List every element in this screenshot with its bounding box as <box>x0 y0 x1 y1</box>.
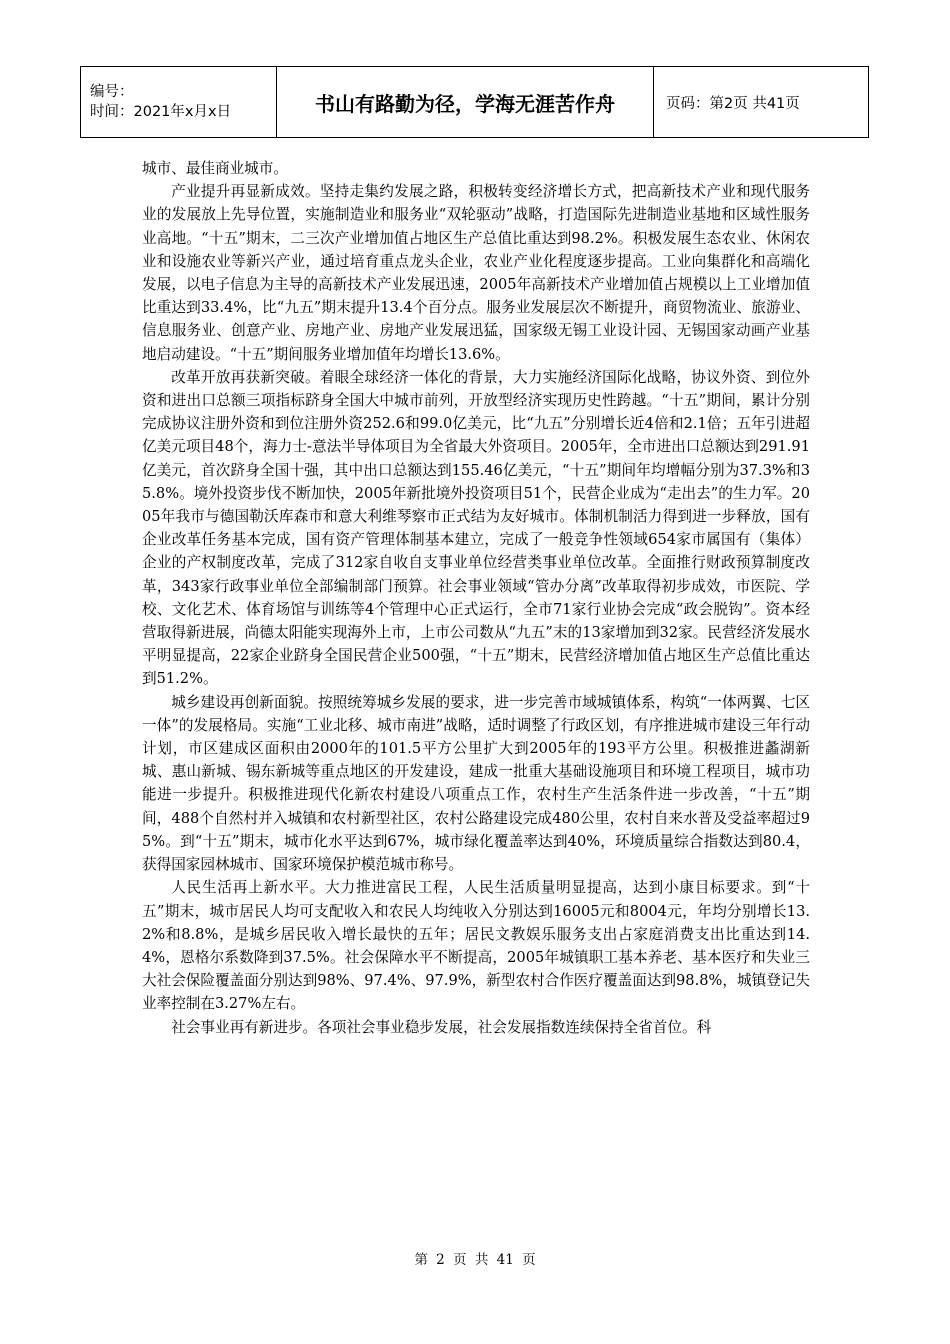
paragraph-living-standard: 人民生活再上新水平。大力推进富民工程，人民生活质量明显提高，达到小康目标要求。到“十五”期末，城市居民人均可支配收入和农民人均纯收入分别达到16005元和8004元，年均分别增长13.2%和8.8%，是城乡居民收入增长最快的五年；居民文教娱乐服务支出占家庭消费支出比重达到14.4%，恩格尔系数降到37.5%。社会保障水平不断提高，2005年城镇职工基本养老、基本医疗和失业三大社会保险覆盖面分别达到98%、97.4%、97.9%，新型农村合作医疗覆盖面达到98.8%，城镇登记失业率控制在3.27%左右。 <box>142 879 810 1013</box>
paragraph-industry: 产业提升再显新成效。坚持走集约发展之路，积极转变经济增长方式，把高新技术产业和现代服务业的发展放上先导位置，实施制造业和服务业“双轮驱动”战略，打造国际先进制造业基地和区域性服务业高地。“十五”期末，二三次产业增加值占地区生产总值比重达到98.2%。积极发展生态农业、休闲农业和设施农业等新兴产业，通过培育重点龙头企业，农业产业化程度逐步提高。工业向集群化和高端化发展，以电子信息为主导的高新技术产业发展迅速，2005年高新技术产业增加值占规模以上工业增加值比重达到33.4%，比“九五”期末提升13.4个百分点。服务业发展层次不断提升，商贸物流业、旅游业、信息服务业、创意产业、房地产业、房地产业发展迅猛，国家级无锡工业设计园、无锡国家动画产业基地启动建设。“十五”期间服务业增加值年均增长13.6%。 <box>142 183 810 363</box>
document-number-label: 编号： <box>90 84 134 100</box>
document-header <box>80 66 869 138</box>
paragraph-continuation: 城市、最佳商业城市。 <box>142 160 288 177</box>
paragraph-reform: 改革开放再获新突破。着眼全球经济一体化的背景，大力实施经济国际化战略，协议外资、到位外资和进出口总额三项指标跻身全国大中城市前列，开放型经济实现历史性跨越。“十五”期间，累计分别完成协议注册外资和到位注册外资252.6和99.0亿美元，比“九五”分别增长近4倍和2.1倍；五年引进超亿美元项目48个，海力士-意法半导体项目为全省最大外资项目。2005年，全市进出口总额达到291.91亿美元，首次跻身全国十强，其中出口总额达到155.46亿美元，“十五”期间年均增幅分别为37.3%和35.8%。境外投资步伐不断加快，2005年新批境外投资项目51个，民营企业成为“走出去”的生力军。2005年我市与德国勒沃库森市和意大利维琴察市正式结为友好城市。体制机制活力得到进一步释放，国有企业改革任务基本完成，国有资产管理体制基本建立，完成了一般竞争性领域654家市属国有（集体）企业的产权制度改革，完成了312家自收自支事业单位经营类事业单位改革。全面推行财政预算制度改革，343家行政事业单位全部编制部门预算。社会事业领域“管办分离”改革取得初步成效，市医院、学校、文化艺术、体育场馆与训练等4个管理中心正式运行，全市71家行业协会完成“政会脱钩”。资本经营取得新进展，尚德太阳能实现海外上市，上市公司数从“九五”末的13家增加到32家。民营经济发展水平明显提高，22家企业跻身全国民营企业500强，“十五”期末，民营经济增加值占地区生产总值比重达到51.2%。 <box>142 368 810 688</box>
page-footer: 第 2 页 共 41 页 <box>414 1252 536 1268</box>
paragraph-urban-rural: 城乡建设再创新面貌。按照统筹城乡发展的要求，进一步完善市域城镇体系，构筑“一体两翼、七区一体”的发展格局。实施“工业北移、城市南进”战略，适时调整了行政区划，有序推进城市建设三年行动计划，市区建成区面积由2000年的101.5平方公里扩大到2005年的193平方公里。积极推进蠡湖新城、惠山新城、锡东新城等重点地区的开发建设，建成一批重大基础设施项目和环境工程项目，城市功能进一步提升。积极推进现代化新农村建设八项重点工作，农村生产生活条件进一步改善，“十五”期间，488个自然村并入城镇和农村新型社区，农村公路建设完成480公里，农村自来水普及受益率超过95%。到“十五”期末，城市化水平达到67%，城市绿化覆盖率达到40%，环境质量综合指数达到80.4，获得国家园林城市、国家环境保护模范城市称号。 <box>142 693 810 874</box>
paragraph-social-affairs: 社会事业再有新进步。各项社会事业稳步发展，社会发展指数连续保持全省首位。科 <box>171 1018 712 1036</box>
document-date: 时间：2021年x月x日 <box>90 104 232 120</box>
header-meta-cell <box>81 67 277 138</box>
header-page-info: 页码：第2页 共41页 <box>654 67 869 138</box>
document-body <box>142 157 810 1039</box>
header-motto: 书山有路勤为径，学海无涯苦作舟 <box>277 67 654 138</box>
